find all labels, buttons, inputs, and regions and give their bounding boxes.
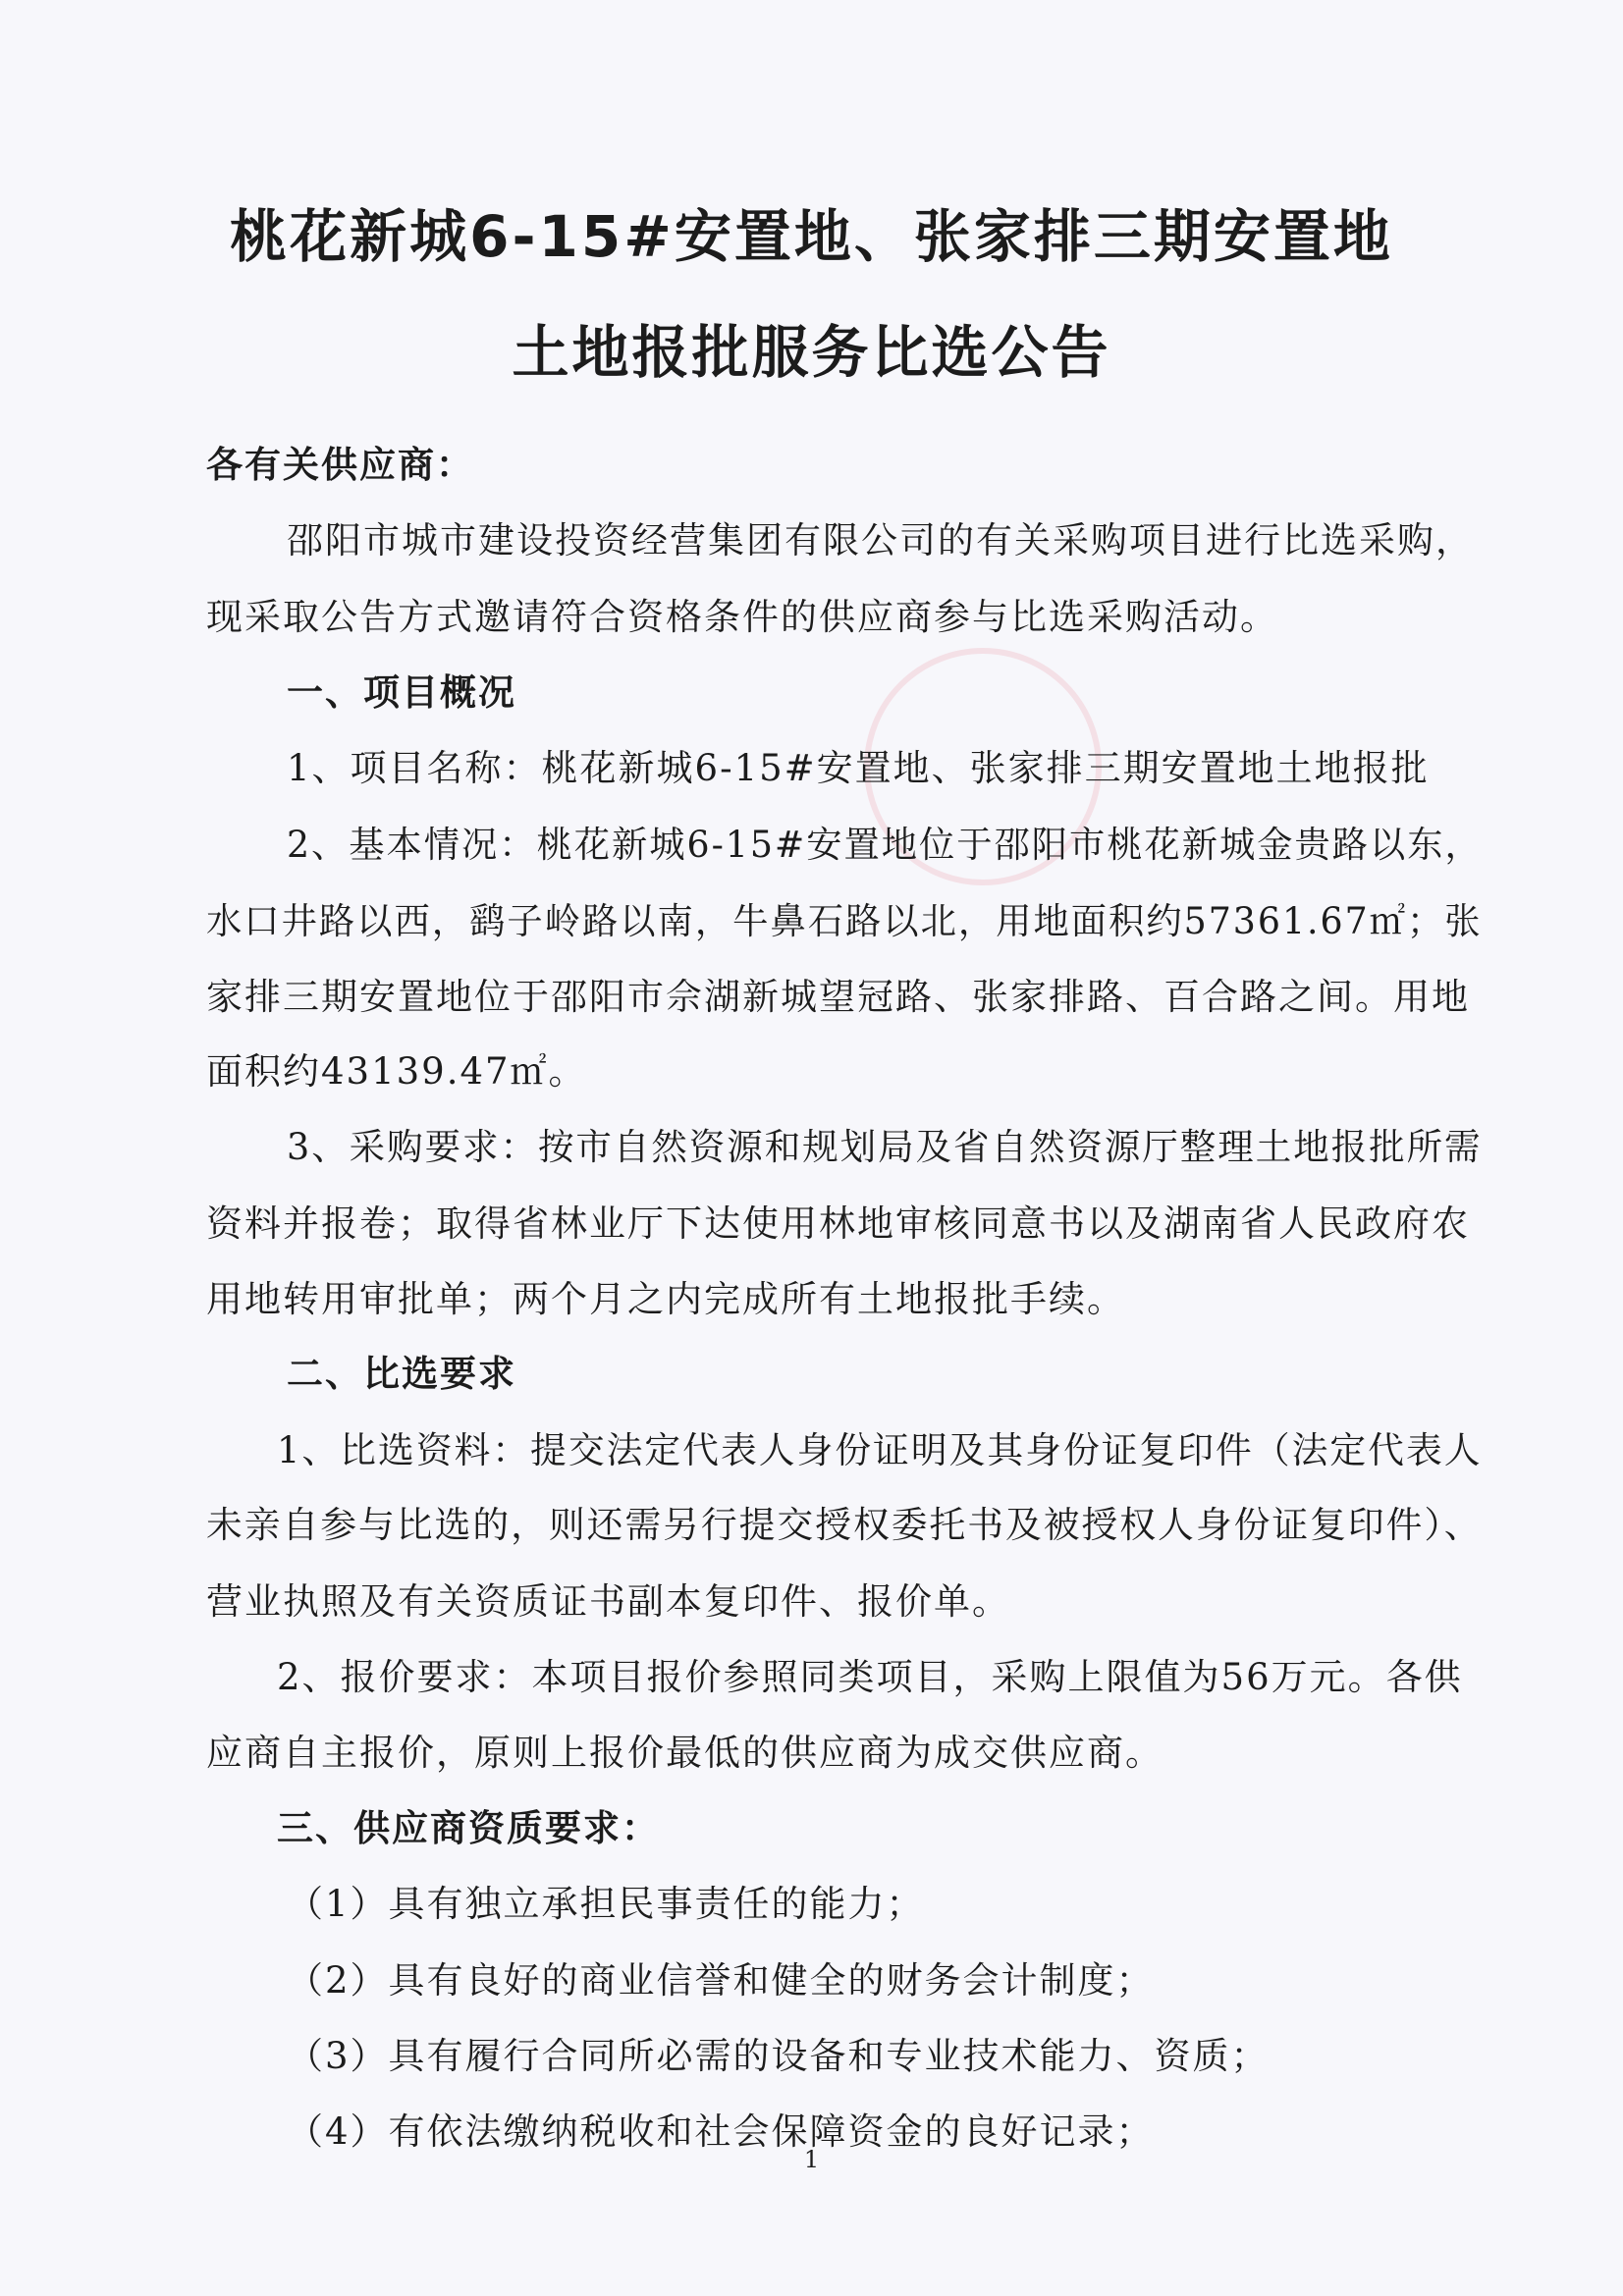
paragraph-line: 1、项目名称：桃花新城6-15#安置地、张家排三期安置地土地报批 (287, 747, 1430, 789)
paragraph-line: 2、基本情况：桃花新城6-15#安置地位于邵阳市桃花新城金贵路以东， (287, 824, 1483, 866)
paragraph-line: 邵阳市城市建设投资经营集团有限公司的有关采购项目进行比选采购， (287, 519, 1474, 561)
list-item: （2）具有良好的商业信誉和健全的财务会计制度； (287, 1959, 1155, 2002)
paragraph-line: 1、比选资料：提交法定代表人身份证明及其身份证复印件（法定代表人 (277, 1429, 1483, 1471)
paragraph-line: 水口井路以西，鹞子岭路以南，牛鼻石路以北，用地面积约57361.67㎡；张 (206, 900, 1483, 942)
paragraph-line: 营业执照及有关资质证书副本复印件、报价单。 (206, 1580, 1010, 1623)
section-heading-3: 三、供应商资质要求： (277, 1807, 660, 1849)
paragraph-line: 面积约43139.47㎡。 (206, 1050, 587, 1093)
paragraph-line: 3、采购要求：按市自然资源和规划局及省自然资源厅整理土地报批所需 (287, 1126, 1483, 1168)
document-title-line-2: 土地报批服务比选公告 (512, 319, 1111, 386)
paragraph-line: 用地转用审批单；两个月之内完成所有土地报批手续。 (206, 1278, 1125, 1320)
paragraph-line: 应商自主报价，原则上报价最低的供应商为成交供应商。 (206, 1732, 1163, 1774)
section-heading-2: 二、比选要求 (287, 1353, 516, 1395)
list-item: （4）有依法缴纳税收和社会保障资金的良好记录； (287, 2110, 1155, 2153)
document-title-line-1: 桃花新城6-15#安置地、张家排三期安置地 (230, 203, 1393, 270)
paragraph-line: 家排三期安置地位于邵阳市佘湖新城望冠路、张家排路、百合路之间。用地 (206, 976, 1470, 1018)
salutation: 各有关供应商： (206, 444, 474, 486)
paragraph-line: 2、报价要求：本项目报价参照同类项目，采购上限值为56万元。各供 (277, 1656, 1463, 1698)
list-item: （1）具有独立承担民事责任的能力； (287, 1883, 925, 1925)
paragraph-line: 现采取公告方式邀请符合资格条件的供应商参与比选采购活动。 (206, 596, 1278, 638)
list-item: （3）具有履行合同所必需的设备和专业技术能力、资质； (287, 2035, 1270, 2077)
section-heading-1: 一、项目概况 (287, 671, 516, 714)
paragraph-line: 未亲自参与比选的，则还需另行提交授权委托书及被授权人身份证复印件）、 (206, 1504, 1483, 1546)
paragraph-line: 资料并报卷；取得省林业厅下达使用林地审核同意书以及湖南省人民政府农 (206, 1202, 1470, 1245)
page-number: 1 (803, 2146, 820, 2173)
